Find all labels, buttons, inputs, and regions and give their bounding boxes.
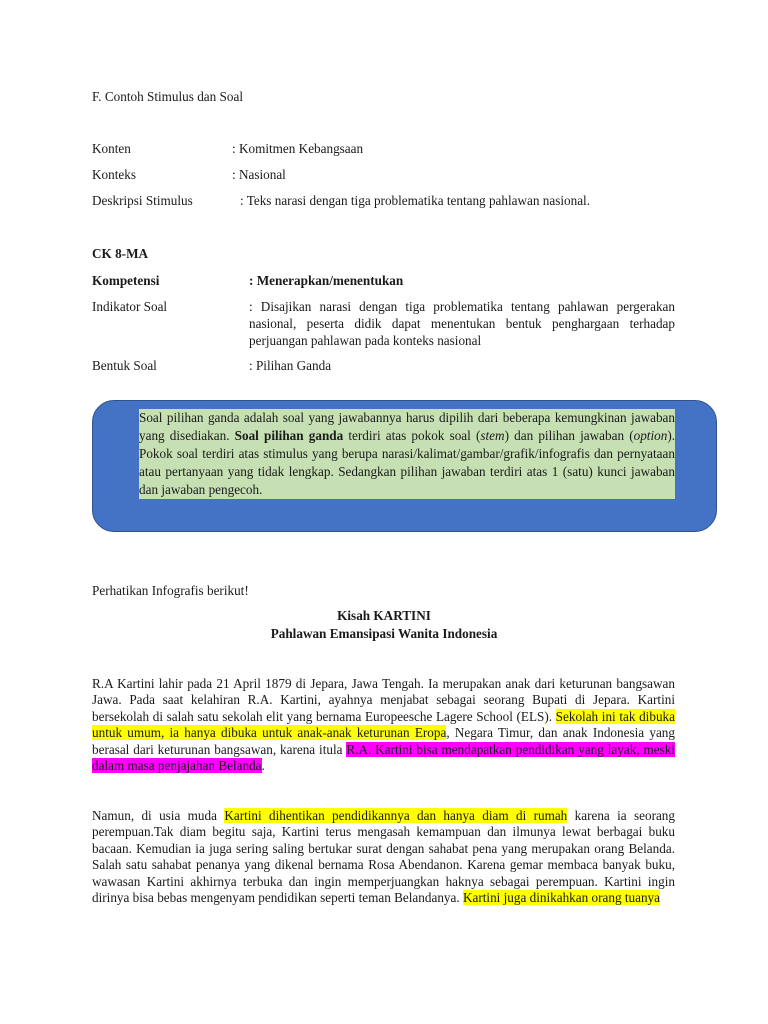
- konteks-label: Konteks: [92, 167, 136, 182]
- paragraph-text: R.A Kartini lahir pada 21 April 1879 di Jepara, Jawa Tengah. Ia merupakan anak dari keturunan bangsawan Jawa. Pada saat kelahiran R.A. Kartini, ayahnya menjabat sebagai seorang Bupati di Jepara. Kartini bersekolah di salah satu sekolah elit yang bernama Europeesche Lagere School (ELS).: [92, 676, 675, 724]
- callout-option-term: option: [633, 427, 668, 443]
- callout-bold-term: Soal pilihan ganda: [234, 427, 344, 443]
- story-paragraph-2: [92, 808, 675, 906]
- callout-text-part: ). Pokok soal terdiri atas stimulus yang berupa narasi/kalimat/gambar/grafik/infografis dan pernyataan atau pertanyaan yang tidak lengkap. Sedangkan pilihan jawaban terdiri atas 1 (satu) kunci jawaban dan jawaban pengecoh.: [139, 427, 676, 497]
- highlight-yellow: Kartini dihentikan pendidikannya dan hanya diam di rumah: [224, 808, 568, 823]
- story-subtitle: Pahlawan Emansipasi Wanita Indonesia: [270, 626, 498, 641]
- paragraph-text: karena ia seorang perempuan.Tak diam begitu saja, Kartini terus mengasah kemampuan dan ilmunya lewat berbagai buku bacaan. Kemudian ia juga sering saling bertukar surat dengan sahabat pena yang merupakan orang Belanda. Salah satu sahabat penanya yang dikenal bernama Rosa Abendanon. Karena gemar membaca banyak buku, wawasan Kartini akhirnya terbuka dan ingin memperjuangkan haknya sebagai perempuan. Kartini ingin dirinya bisa bebas mengenyam pendidikan seperti teman Belandanya.: [92, 808, 675, 906]
- section-heading: F. Contoh Stimulus dan Soal: [92, 89, 243, 104]
- callout-text-part: ) dan pilihan jawaban (: [504, 427, 634, 443]
- highlight-yellow: Sekolah ini tak dibuka untuk umum, ia hanya dibuka untuk anak-anak keturunan Eropa: [92, 708, 675, 741]
- bentuk-soal-label: Bentuk Soal: [92, 358, 157, 373]
- story-title: Kisah KARTINI: [337, 608, 431, 623]
- bentuk-soal-value: : Pilihan Ganda: [249, 358, 332, 373]
- instruction-text: Perhatikan Infografis berikut!: [92, 583, 249, 598]
- ck-code-heading: CK 8-MA: [92, 246, 149, 261]
- kompetensi-label: Kompetensi: [92, 273, 160, 288]
- paragraph-text: , Negara Timur, dan anak Indonesia yang berasal dari keturunan bangsawan, karena itula: [92, 725, 675, 757]
- callout-text-part: terdiri atas pokok soal (: [343, 427, 481, 443]
- callout-stem-term: stem: [480, 427, 505, 443]
- konten-value: : Komitmen Kebangsaan: [232, 141, 364, 156]
- callout-definition-text: [139, 409, 675, 499]
- story-paragraph-1: [92, 676, 675, 774]
- highlight-yellow: Kartini juga dinikahkan orang tuanya: [462, 890, 660, 906]
- deskripsi-stimulus-label: Deskripsi Stimulus: [92, 193, 193, 208]
- paragraph-text: Namun, di usia muda: [92, 808, 225, 823]
- konteks-value: : Nasional: [232, 167, 286, 182]
- paragraph-text: .: [261, 758, 265, 774]
- highlight-magenta: R.A. Kartini bisa mendapatkan pendidikan yang layak, meski dalam masa penjajahan Belanda: [92, 741, 675, 774]
- indikator-soal-value: : Disajikan narasi dengan tiga problematika tentang pahlawan pergerakan nasional, peserta didik dapat menentukan bentuk penghargaan terhadap perjuangan pahlawan pada konteks nasional: [249, 299, 675, 348]
- konten-label: Konten: [92, 141, 131, 156]
- indikator-soal-label: Indikator Soal: [92, 299, 168, 314]
- deskripsi-stimulus-value: : Teks narasi dengan tiga problematika tentang pahlawan nasional.: [240, 193, 591, 208]
- kompetensi-value: : Menerapkan/menentukan: [249, 273, 404, 288]
- callout-text-part: Soal pilihan ganda adalah soal yang jawabannya harus dipilih dari beberapa kemungkinan jawaban yang disediakan.: [139, 410, 675, 443]
